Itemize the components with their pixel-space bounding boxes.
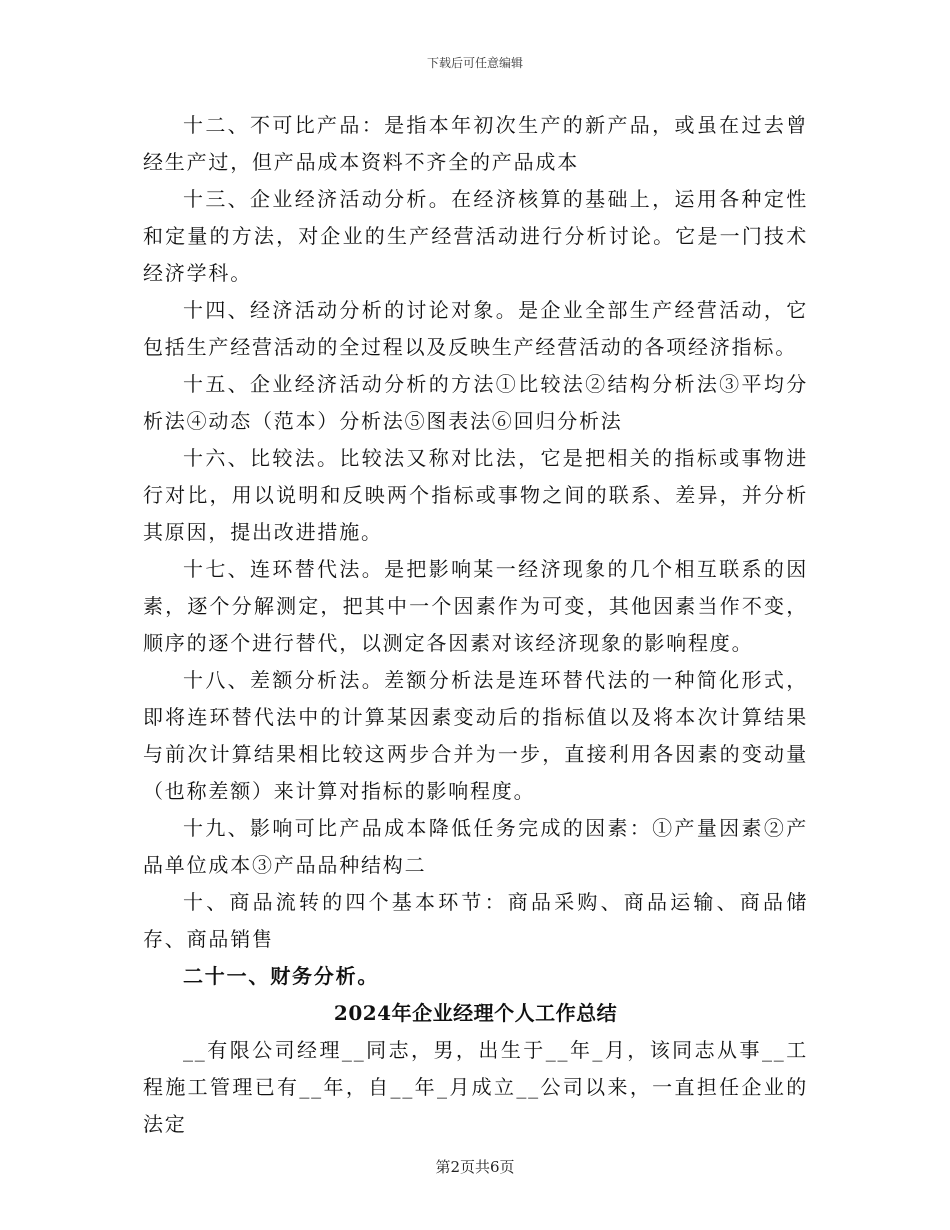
- paragraph-15: 十五、企业经济活动分析的方法①比较法②结构分析法③平均分析法④动态（范本）分析法⑤图表法⑥回归分析法: [143, 372, 808, 433]
- paragraph-14: 十四、经济活动分析的讨论对象。是企业全部生产经营活动，它包括生产经营活动的全过程以及反映生产经营活动的各项经济指标。: [143, 298, 808, 359]
- document-body: [143, 107, 808, 1143]
- paragraph-19: 十九、影响可比产品成本降低任务完成的因素：①产量因素②产品单位成本③产品品种结构二: [143, 816, 808, 877]
- paragraph-17: 十七、连环替代法。是把影响某一经济现象的几个相互联系的因素，逐个分解测定，把其中一个因素作为可变，其他因素当作不变，顺序的逐个进行替代，以测定各因素对该经济现象的影响程度。: [143, 557, 808, 655]
- section-title: 2024年企业经理个人工作总结: [333, 1001, 618, 1025]
- paragraph-12: 十二、不可比产品：是指本年初次生产的新产品，或虽在过去曾经生产过，但产品成本资料不齐全的产品成本: [143, 113, 808, 174]
- paragraph-20: 十、商品流转的四个基本环节：商品采购、商品运输、商品储存、商品销售: [143, 890, 808, 951]
- paragraph-18: 十八、差额分析法。差额分析法是连环替代法的一种简化形式，即将连环替代法中的计算某因素变动后的指标值以及将本次计算结果与前次计算结果相比较这两步合并为一步，直接利用各因素的变动量（也称差额）来计算对指标的影响程度。: [143, 668, 808, 803]
- paragraph-16: 十六、比较法。比较法又称对比法，它是把相关的指标或事物进行对比，用以说明和反映两个指标或事物之间的联系、差异，并分析其原因，提出改进措施。: [143, 446, 808, 544]
- paragraph-21-heading: 二十一、财务分析。: [183, 964, 380, 988]
- summary-paragraph: __有限公司经理__同志，男，出生于__年_月，该同志从事__工程施工管理已有__年，自__年_月成立__公司以来，一直担任企业的法定: [143, 1038, 808, 1136]
- page-header-note: 下载后可任意编辑: [426, 56, 523, 70]
- paragraph-13: 十三、企业经济活动分析。在经济核算的基础上，运用各种定性和定量的方法，对企业的生产经营活动进行分析讨论。它是一门技术经济学科。: [143, 187, 808, 285]
- page-number-footer: 第2页共6页: [435, 1158, 515, 1176]
